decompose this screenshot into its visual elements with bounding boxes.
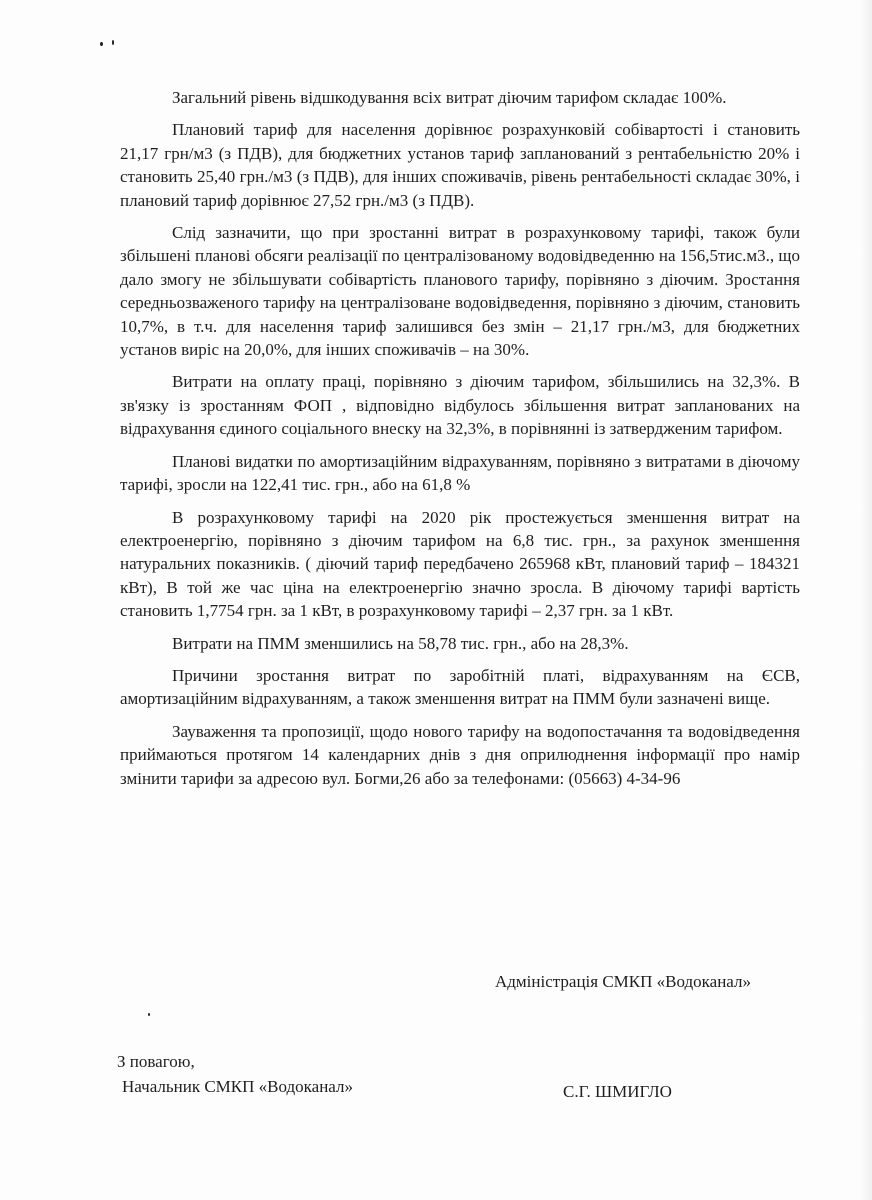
scan-speck [148, 1013, 150, 1016]
paragraph-sales-volumes: Слід зазначити, що при зростанні витрат в розрахунковому тарифі, також були збільшені планові обсяги реалізації по централізованому водовідведенню на 156,5тис.м3., що дало змогу не збільшувати собівартість планового тарифу, порівняно з діючим. Зростання середньозваженого тарифу на централізоване водовідведення, порівняно з діючим, становить 10,7%, в т.ч. для населення тариф залишився без змін – 21,17 грн./м3, для бюджетних установ виріс на 20,0%, для інших споживачів – на 30%. [120, 223, 800, 360]
scan-speck [100, 42, 103, 46]
paragraph-electricity: В розрахунковому тарифі на 2020 рік простежується зменшення витрат на електроенергію, порівняно з діючим тарифом на 6,8 тис. грн., за рахунок зменшення натуральних показників. ( діючий тариф передбачено 265968 кВт, плановий тариф – 184321 кВт), В той же час ціна на електроенергію значно зросла. В діючому тарифі вартість становить 1,7754 грн. за 1 кВт, в розрахунковому тарифі – 2,37 грн. за 1 кВт. [120, 507, 800, 621]
paragraph-labor-costs: Витрати на оплату праці, порівняно з діючим тарифом, збільшились на 32,3%. В зв'язку із зростанням ФОП , відповідно відбулось збільшення витрат запланованих на відрахування єдиного соціального внеску на 32,3%, в порівнянні із затвердженим тарифом. [120, 372, 800, 439]
signer-position: Начальник СМКП «Водоканал» [122, 1077, 353, 1096]
paragraph-depreciation: Планові видатки по амортизаційним відрахуванням, порівняно з витратами в діючому тарифі, зросли на 122,41 тис. грн., або на 61,8 % [120, 451, 800, 495]
closing-salutation: З повагою, [117, 1052, 195, 1071]
paragraph-recovery-level: Загальний рівень відшкодування всіх витрат діючим тарифом складає 100%. [172, 88, 727, 107]
scan-speck [112, 40, 114, 45]
page-edge-shadow [860, 0, 872, 1200]
paragraph-cost-reasons: Причини зростання витрат по заробітній платі, відрахуванням на ЄСВ, амортизаційним відрахуванням, а також зменшення витрат на ПММ були зазначені вище. [120, 665, 800, 709]
paragraph-fuel-costs: Витрати на ПММ зменшились на 58,78 тис. грн., або на 28,3%. [172, 633, 629, 653]
paragraph-planned-tariff: Плановий тариф для населення дорівнює розрахунковій собівартості і становить 21,17 грн/м3 (з ПДВ), для бюджетних установ тариф запланований з рентабельністю 20% і становить 25,40 грн./м3 (з ПДВ), для інших споживачів, рівень рентабельності складає 30%, і плановий тариф дорівнює 27,52 грн./м3 (з ПДВ). [120, 120, 800, 210]
letter-body [120, 86, 800, 799]
signer-name: С.Г. ШМИГЛО [563, 1082, 672, 1101]
administration-line: Адміністрація СМКП «Водоканал» [495, 972, 751, 991]
paragraph-comments-contact: Зауваження та пропозиції, щодо нового тарифу на водопостачання та водовідведення приймаються протягом 14 календарних днів з дня оприлюднення інформації про намір змінити тарифи за адресою вул. Богми,26 або за телефонами: (05663) 4-34-96 [120, 721, 800, 788]
